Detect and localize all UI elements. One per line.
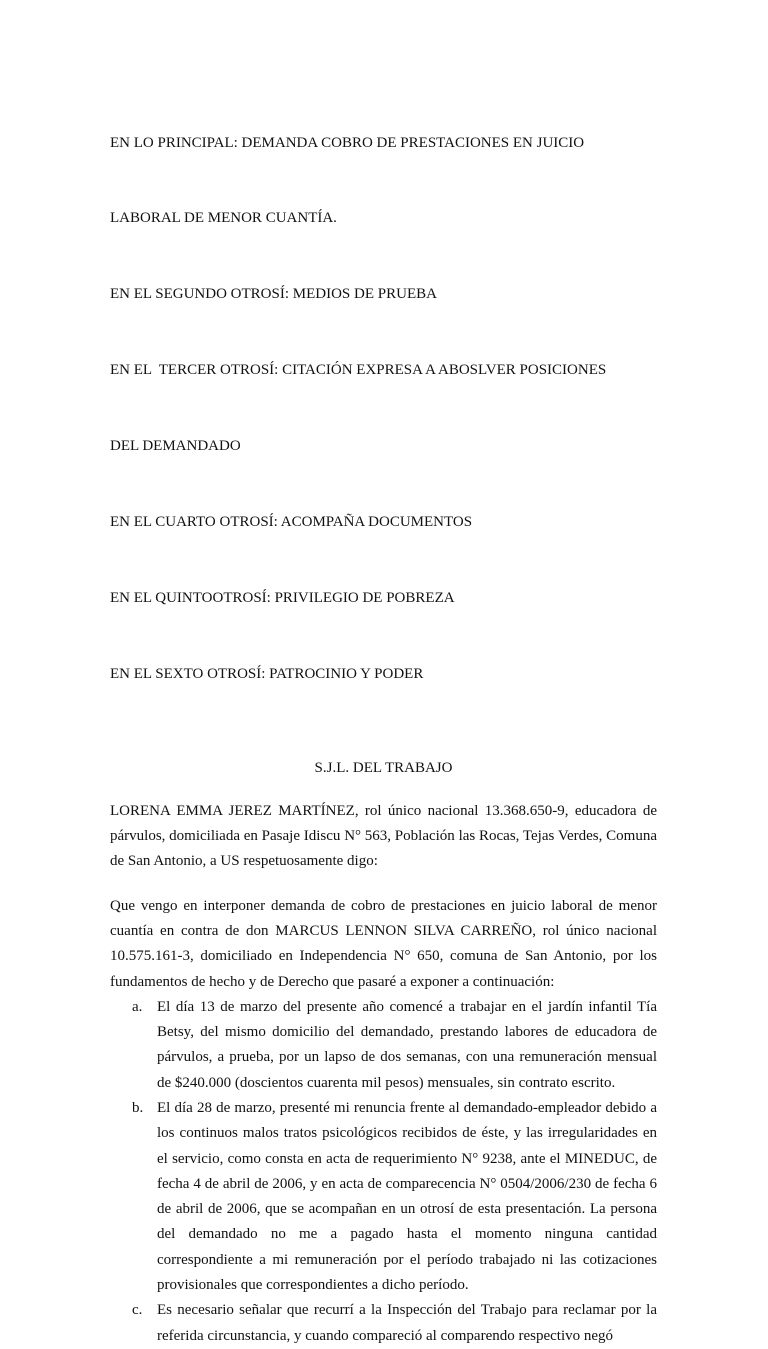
summary-line: LABORAL DE MENOR CUANTÍA.	[110, 210, 337, 227]
fact-item	[110, 995, 657, 1096]
fact-text: El día 13 de marzo del presente año comencé a trabajar en el jardín infantil Tía Betsy, del mismo domicilio del demandado, prestando labores de educadora de párvulos, a prueba, por un lapso de dos semanas, con una remuneración mensual de $240.000 (doscientos cuarenta mil pesos) mensuales, sin contrato escrito.	[157, 998, 657, 1091]
facts-list	[110, 995, 657, 1349]
summary-line: EN EL SEGUNDO OTROSÍ: MEDIOS DE PRUEBA	[110, 286, 437, 303]
fact-letter: b.	[132, 1099, 144, 1116]
summary-line: EN EL QUINTOOTROSÍ: PRIVILEGIO DE POBREZA	[110, 589, 455, 606]
court-heading: S.J.L. DEL TRABAJO	[314, 759, 453, 776]
fact-text: El día 28 de marzo, presenté mi renuncia frente al demandado-empleador debido a los continuos malos tratos psicológicos recibidos de éste, y las irregularidades en el servicio, como consta en acta de requerimiento N° 9238, ante el MINEDUC, de fecha 4 de abril de 2006, y en acta de comparecencia N° 0504/2006/230 de fecha 6 de abril de 2006, que se acompañan en un otrosí de esta presentación. La persona del demandado no me a pagado hasta el momento ninguna cantidad correspondiente a mi remuneración por el período trabajado ni las cotizaciones provisionales que correspondientes a dicho período.	[157, 1099, 657, 1294]
fact-letter: c.	[132, 1302, 143, 1319]
claim-paragraph: Que vengo en interponer demanda de cobro de prestaciones en juicio laboral de menor cuantía en contra de don MARCUS LENNON SILVA CARREÑO, rol único nacional 10.575.161-3, domiciliado en Independencia N° 650, comuna de San Antonio, por los fundamentos de hecho y de Derecho que pasaré a exponer a continuación:	[110, 897, 657, 990]
plaintiff-intro-paragraph: LORENA EMMA JEREZ MARTÍNEZ, rol único nacional 13.368.650-9, educadora de párvulos, domiciliada en Pasaje Idiscu N° 563, Población las Rocas, Tejas Verdes, Comuna de San Antonio, a US respetuosamente digo:	[110, 802, 657, 870]
summary-line: EN EL SEXTO OTROSÍ: PATROCINIO Y PODER	[110, 665, 424, 682]
fact-item	[110, 1298, 657, 1349]
summary-line: EN LO PRINCIPAL: DEMANDA COBRO DE PRESTACIONES EN JUICIO	[110, 134, 585, 151]
document-page	[110, 80, 657, 1349]
fact-item	[110, 1096, 657, 1298]
summary-line: EN EL TERCER OTROSÍ: CITACIÓN EXPRESA A ABOSLVER POSICIONES	[110, 362, 607, 379]
fact-text: Es necesario señalar que recurrí a la Inspección del Trabajo para reclamar por la referida circunstancia, y cuando compareció al comparendo respectivo negó	[157, 1302, 657, 1344]
summary-line: DEL DEMANDADO	[110, 438, 241, 455]
fact-letter: a.	[132, 998, 143, 1015]
document-summary	[110, 80, 657, 738]
summary-line: EN EL CUARTO OTROSÍ: ACOMPAÑA DOCUMENTOS	[110, 514, 473, 531]
